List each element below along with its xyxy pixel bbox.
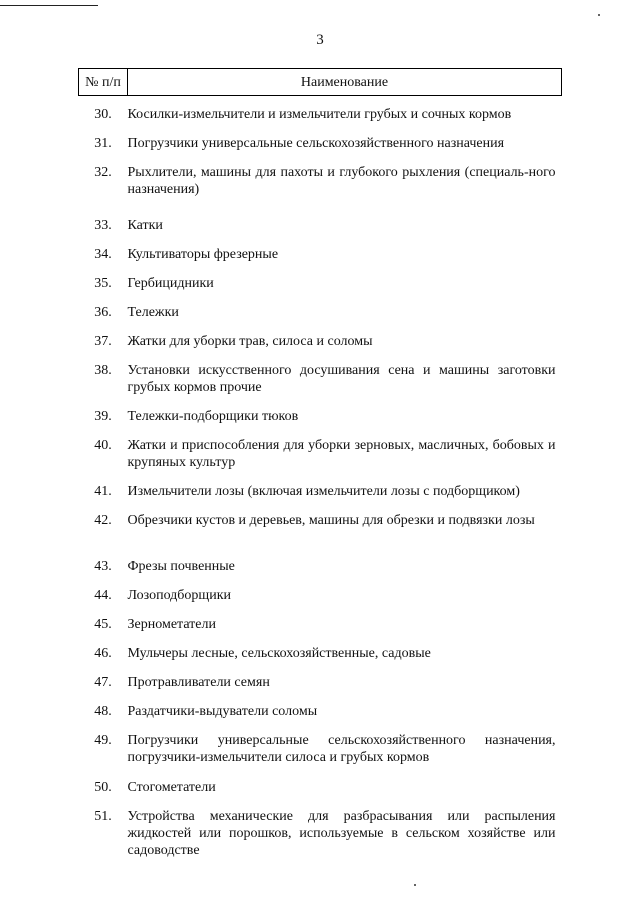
row-number: 36. bbox=[94, 305, 112, 320]
table-row bbox=[79, 246, 562, 275]
row-name: Зернометатели bbox=[127, 617, 216, 632]
page-number: 3 bbox=[316, 32, 324, 48]
row-name: Протравливатели семян bbox=[127, 675, 270, 690]
table-row bbox=[79, 558, 562, 587]
row-number: 45. bbox=[94, 617, 112, 632]
row-name: Рыхлители, машины для пахоты и глубокого рыхления (специаль-ного назначения) bbox=[127, 165, 556, 197]
row-number: 43. bbox=[94, 559, 112, 574]
table-row bbox=[79, 703, 562, 732]
row-name: Устройства механические для разбрасывания или распыления жидкостей или порошков, используемые в сельском хозяйстве или садоводстве bbox=[127, 809, 556, 858]
row-name: Гербицидники bbox=[127, 276, 214, 291]
row-number: 32. bbox=[94, 165, 112, 180]
table-row bbox=[79, 512, 562, 558]
table-row bbox=[79, 333, 562, 362]
row-name: Мульчеры лесные, сельскохозяйственные, садовые bbox=[127, 646, 431, 661]
row-name: Обрезчики кустов и деревьев, машины для обрезки и подвязки лозы bbox=[127, 513, 535, 528]
table-body bbox=[79, 96, 562, 860]
row-number: 48. bbox=[94, 704, 112, 719]
scan-artifact-line bbox=[0, 0, 98, 6]
row-number: 41. bbox=[94, 484, 112, 499]
table-row bbox=[79, 362, 562, 408]
table-row bbox=[79, 674, 562, 703]
row-name: Жатки и приспособления для уборки зерновых, масличных, бобовых и крупяных культур bbox=[127, 438, 556, 470]
table-row bbox=[79, 437, 562, 483]
table-row bbox=[79, 217, 562, 246]
row-name: Стогометатели bbox=[127, 780, 216, 795]
items-table bbox=[78, 68, 562, 859]
table-row bbox=[79, 808, 562, 859]
header-name: Наименование bbox=[128, 69, 562, 96]
row-number: 50. bbox=[94, 780, 112, 795]
table-header-row bbox=[79, 69, 562, 96]
row-number: 35. bbox=[94, 276, 112, 291]
row-number: 30. bbox=[94, 107, 112, 122]
row-name: Тележки bbox=[127, 305, 179, 320]
row-name: Раздатчики-выдуватели соломы bbox=[127, 704, 318, 719]
row-number: 38. bbox=[94, 363, 112, 378]
row-name: Лозоподборщики bbox=[127, 588, 231, 603]
row-number: 46. bbox=[94, 646, 112, 661]
row-number: 44. bbox=[94, 588, 112, 603]
row-name: Фрезы почвенные bbox=[127, 559, 235, 574]
table-row bbox=[79, 408, 562, 437]
table-row bbox=[79, 779, 562, 808]
table-row bbox=[79, 587, 562, 616]
row-number: 51. bbox=[94, 809, 112, 824]
row-name: Жатки для уборки трав, силоса и соломы bbox=[127, 334, 373, 349]
row-name: Косилки-измельчители и измельчители грубых и сочных кормов bbox=[127, 107, 512, 122]
row-number: 40. bbox=[94, 438, 112, 453]
table-row bbox=[79, 164, 562, 217]
row-name: Тележки-подборщики тюков bbox=[127, 409, 299, 424]
row-name: Культиваторы фрезерные bbox=[127, 247, 279, 262]
row-number: 37. bbox=[94, 334, 112, 349]
scan-speck bbox=[598, 14, 600, 16]
row-number: 39. bbox=[94, 409, 112, 424]
row-number: 34. bbox=[94, 247, 112, 262]
table-row bbox=[79, 645, 562, 674]
table-row bbox=[79, 304, 562, 333]
row-name: Измельчители лозы (включая измельчители лозы с подборщиком) bbox=[127, 484, 520, 499]
scan-speck bbox=[414, 884, 416, 886]
row-name: Погрузчики универсальные сельскохозяйственного назначения bbox=[127, 136, 505, 151]
row-name: Катки bbox=[127, 218, 163, 233]
table-row bbox=[79, 275, 562, 304]
row-number: 47. bbox=[94, 675, 112, 690]
row-number: 31. bbox=[94, 136, 112, 151]
row-number: 33. bbox=[94, 218, 112, 233]
table-row bbox=[79, 483, 562, 512]
table-row bbox=[79, 135, 562, 164]
table-row bbox=[79, 732, 562, 779]
row-name: Установки искусственного досушивания сена и машины заготовки грубых кормов прочие bbox=[127, 363, 556, 395]
row-number: 49. bbox=[94, 733, 112, 748]
table-row bbox=[79, 616, 562, 645]
row-name: Погрузчики универсальные сельскохозяйственного назначения, погрузчики-измельчители силоса и грубых кормов bbox=[127, 733, 556, 765]
table-row bbox=[79, 96, 562, 136]
row-number: 42. bbox=[94, 513, 112, 528]
header-number: № п/п bbox=[79, 69, 128, 96]
